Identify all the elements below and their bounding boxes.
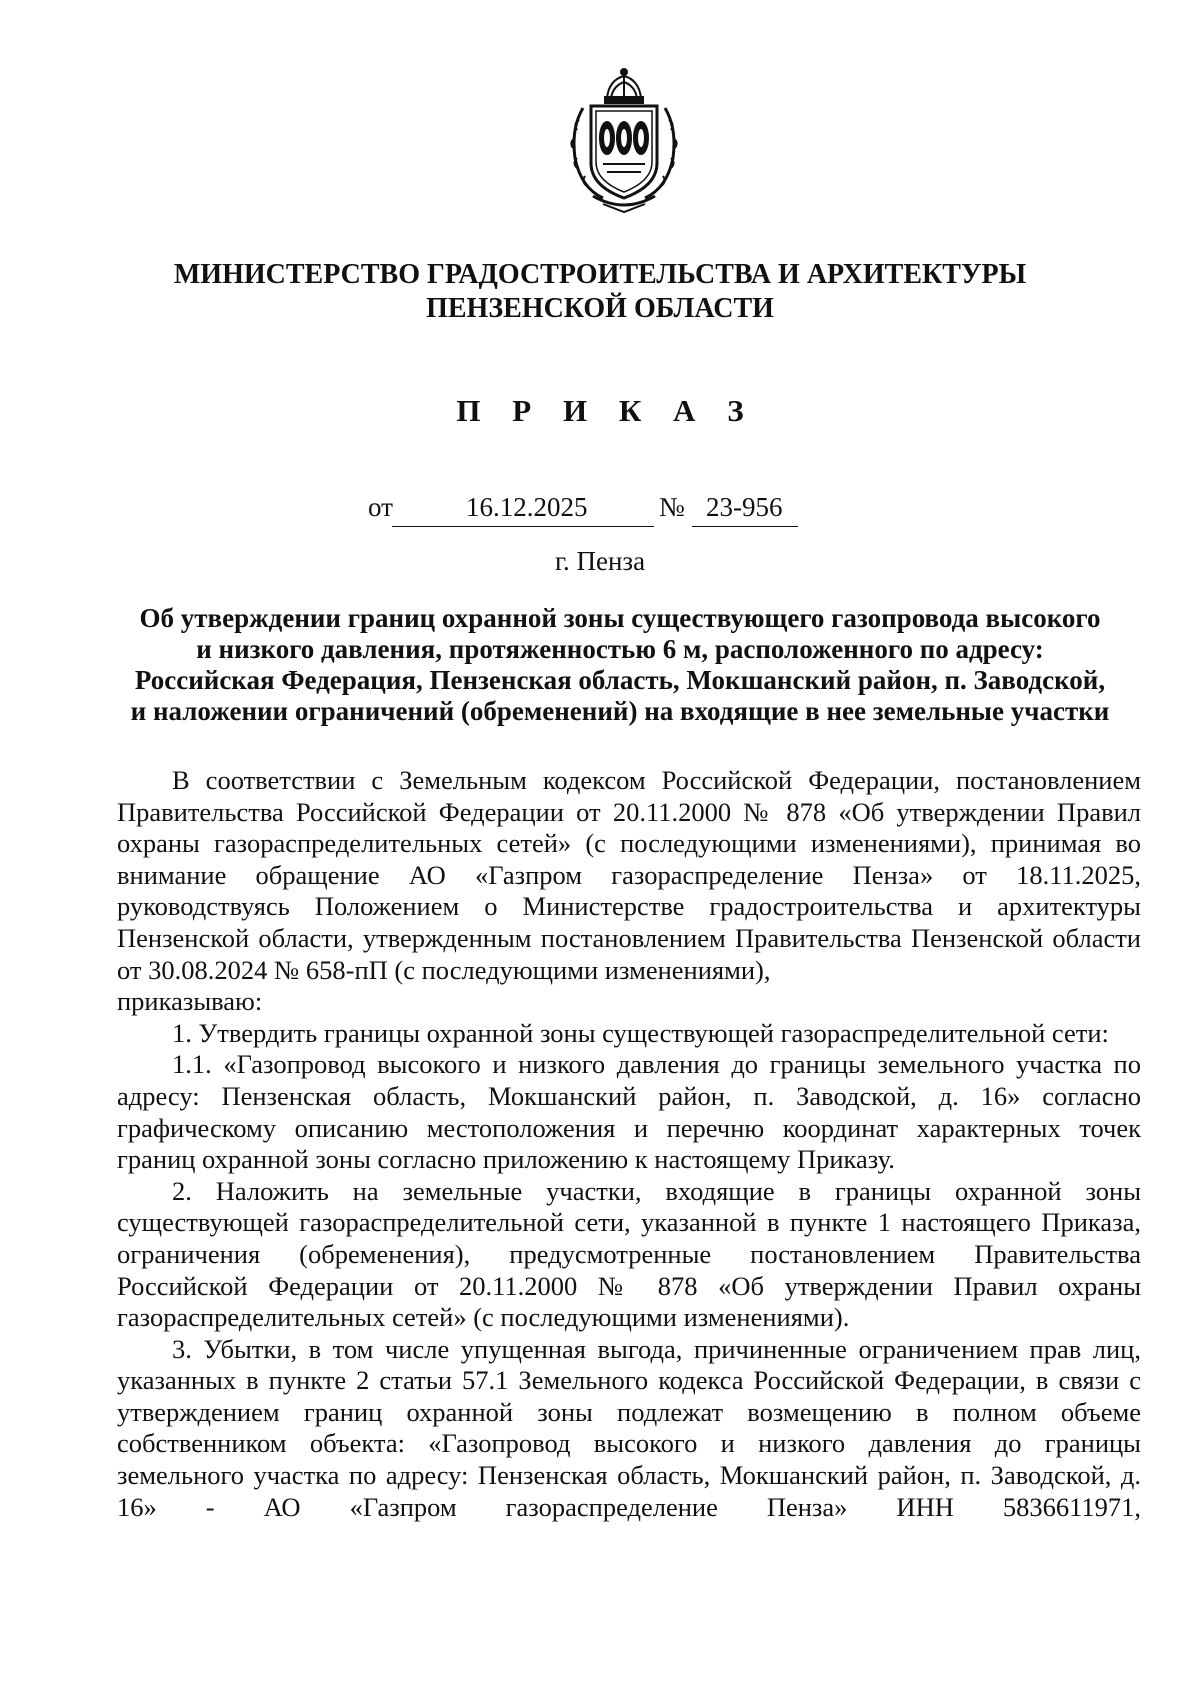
- order-word: приказываю:: [117, 986, 263, 1017]
- ministry-name-line2: ПЕНЗЕНСКОЙ ОБЛАСТИ: [426, 293, 774, 324]
- document-type-title: П Р И К А З: [456, 393, 756, 428]
- order-heading-line1: Об утверждении границ охранной зоны существующего газопровода высокого: [139, 603, 1101, 633]
- ministry-name: [0, 258, 1200, 326]
- order-number: 23-956: [706, 492, 783, 522]
- order-heading-line4: и наложении ограничений (обременений) на входящие в нее земельные участки: [130, 696, 1110, 726]
- date-from-label: от: [368, 492, 393, 522]
- number-underline: [692, 526, 798, 527]
- order-date: 16.12.2025: [466, 492, 588, 522]
- order-date-number-row: [0, 492, 1200, 532]
- order-heading-line2: и низкого давления, протяженностью 6 м, расположенного по адресу:: [196, 634, 1044, 664]
- order-city: г. Пенза: [554, 546, 646, 576]
- item-1: 1. Утвердить границы охранной зоны существующей газораспределительной сети:: [172, 1017, 1109, 1048]
- preamble-paragraph: В соответствии с Земельным кодексом Российской Федерации, постановлением Правительства Российской Федерации от 20.11.2000 № 878 «Об утверждении Правил охраны газораспределительных сетей» (с последующими изменениями), принимая во внимание обращение АО «Газпром газораспределение Пенза» от 18.11.2025, руководствуясь Положением о Министерстве градостроительства и архитектуры Пензенской области, утвержденным постановлением Правительства Пензенской области от 30.08.2024 № 658-пП (с последующими изменениями),: [117, 765, 1141, 985]
- item-2: 2. Наложить на земельные участки, входящие в границы охранной зоны существующей газораспределительной сети, указанной в пункте 1 настоящего Приказа, ограничения (обременения), предусмотренные постановлением Правительства Российской Федерации от 20.11.2000 № 878 «Об утверждении Правил охраны газораспределительных сетей» (с последующими изменениями).: [117, 1175, 1141, 1333]
- order-body: [117, 765, 1141, 1523]
- order-heading-line3: Российская Федерация, Пензенская область, Мокшанский район, п. Заводской,: [134, 665, 1106, 695]
- date-underline: [392, 526, 654, 527]
- order-heading: [100, 603, 1140, 727]
- item-1-1: 1.1. «Газопровод высокого и низкого давления до границы земельного участка по адресу: Пензенская область, Мокшанский район, п. Заводской, д. 16» согласно графическому описанию местоположения и перечню координат характерных точек границ охранной зоны согласно приложению к настоящему Приказу.: [117, 1049, 1141, 1175]
- penza-oblast-coat-of-arms-icon: [563, 68, 685, 214]
- number-label: №: [659, 492, 685, 522]
- ministry-name-line1: МИНИСТЕРСТВО ГРАДОСТРОИТЕЛЬСТВА И АРХИТЕКТУРЫ: [173, 259, 1027, 290]
- item-3: 3. Убытки, в том числе упущенная выгода, причиненные ограничением прав лиц, указанных в пункте 2 статьи 57.1 Земельного кодекса Российской Федерации, в связи с утверждением границ охранной зоны подлежат возмещению в полном объеме собственником объекта: «Газопровод высокого и низкого давления до границы земельного участка по адресу: Пензенская область, Мокшанский район, п. Заводской, д. 16» - АО «Газпром газораспределение Пенза» ИНН 5836611971,: [117, 1333, 1141, 1522]
